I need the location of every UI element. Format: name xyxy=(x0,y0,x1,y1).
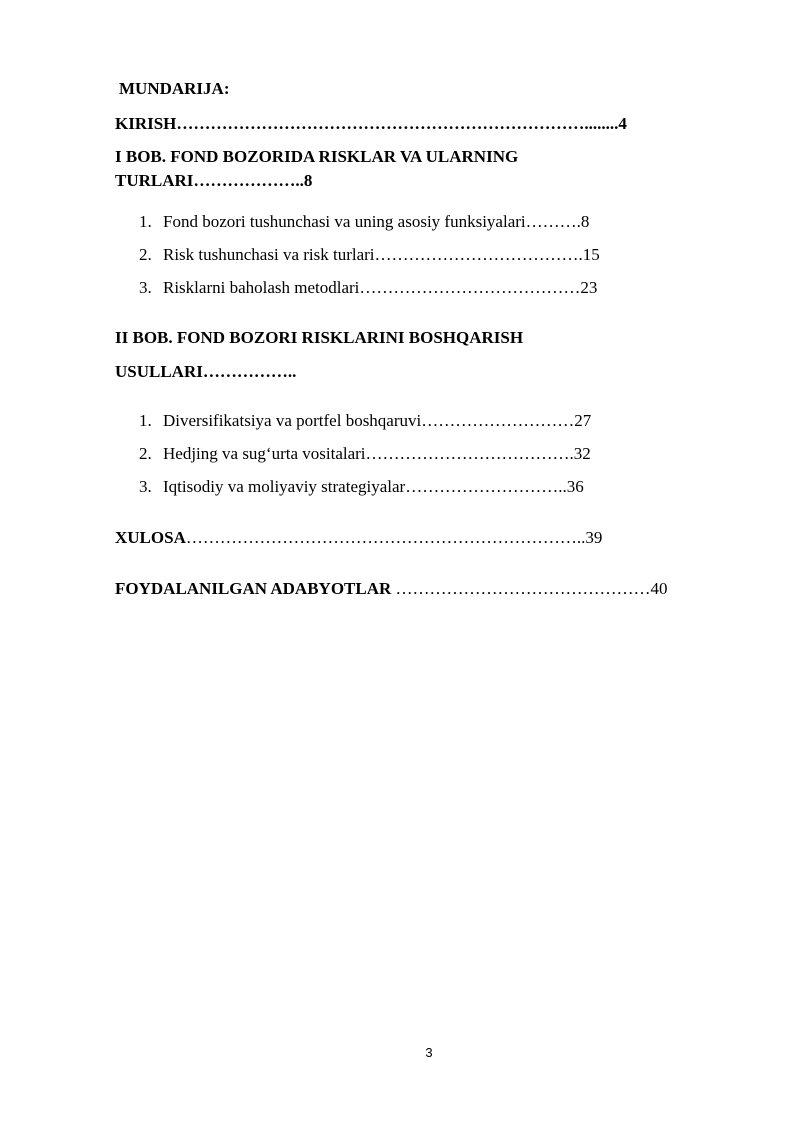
toc-entry-xulosa xyxy=(115,527,602,549)
item-text: Risklarni baholash metodlari…………………………………23 xyxy=(163,278,598,297)
toc-chapter1-title-line2: TURLARI………………..8 xyxy=(115,171,313,190)
foydalanilgan-label: FOYDALANILGAN ADABYOTLAR xyxy=(115,579,392,598)
toc-chapter2-title-line1: II BOB. FOND BOZORI RISKLARINI BOSHQARISH xyxy=(115,328,524,347)
foydalanilgan-leader: ………………………………………40 xyxy=(391,579,668,598)
item-text: Fond bozori tushunchasi va uning asosiy funksiyalari……….8 xyxy=(163,212,590,231)
item-text: Hedjing va sug‘urta vositalari……………………………….32 xyxy=(163,444,591,463)
toc-chapter2-item xyxy=(139,410,591,432)
xulosa-leader: ……………………………………………………………..39 xyxy=(185,528,603,547)
item-number: 2. xyxy=(139,245,152,264)
toc-chapter2-item xyxy=(139,476,584,498)
item-number: 1. xyxy=(139,212,152,231)
item-text: Diversifikatsiya va portfel boshqaruvi………………………27 xyxy=(163,411,592,430)
item-text: Risk tushunchasi va risk turlari……………………………….15 xyxy=(163,245,600,264)
toc-chapter1-item xyxy=(139,244,600,266)
item-number: 3. xyxy=(139,278,152,297)
page-number: 3 xyxy=(425,1045,433,1060)
item-text: Iqtisodiy va moliyaviy strategiyalar………………………..36 xyxy=(163,477,584,496)
toc-chapter1-item xyxy=(139,211,589,233)
toc-entry-kirish: KIRISH………………………………………………………………........4 xyxy=(115,114,627,133)
toc-chapter2-title-line2: USULLARI…………….. xyxy=(115,362,297,381)
toc-chapter1-item xyxy=(139,277,597,299)
item-number: 3. xyxy=(139,477,152,496)
item-number: 2. xyxy=(139,444,152,463)
item-number: 1. xyxy=(139,411,152,430)
toc-chapter2-item xyxy=(139,443,591,465)
toc-entry-foydalanilgan-adabyotlar xyxy=(115,578,668,600)
xulosa-label: XULOSA xyxy=(115,528,186,547)
toc-chapter1-title-line1: I BOB. FOND BOZORIDA RISKLAR VA ULARNING xyxy=(115,147,519,166)
toc-title: MUNDARIJA: xyxy=(119,79,230,98)
